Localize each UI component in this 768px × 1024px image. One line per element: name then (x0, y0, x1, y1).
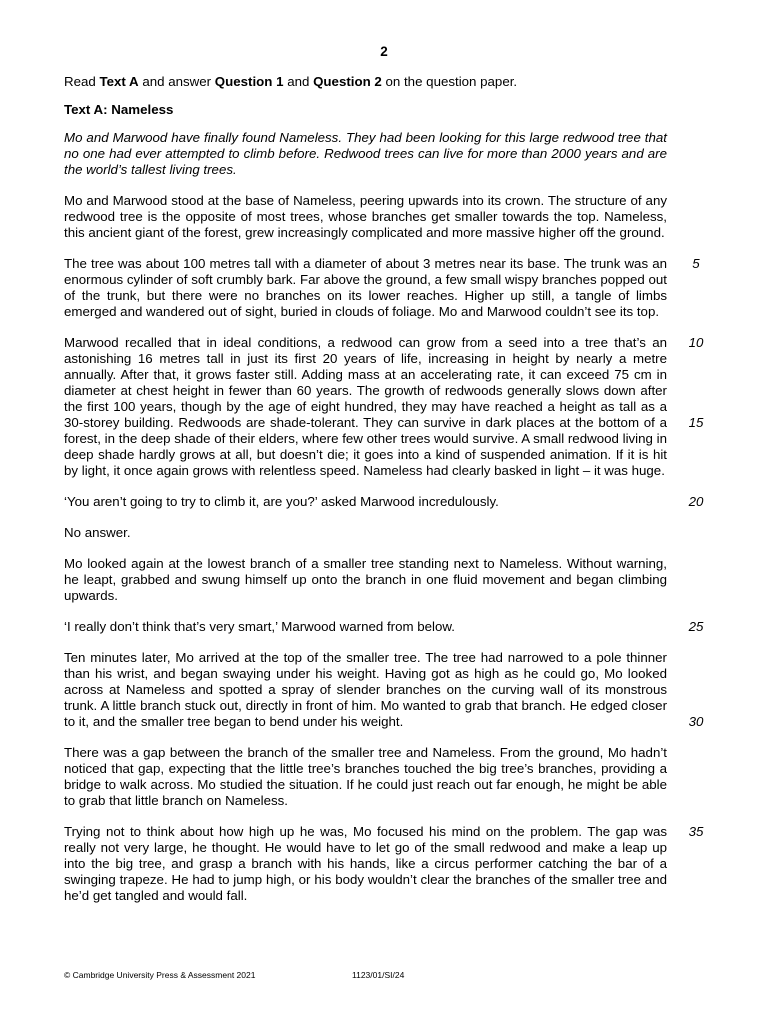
line-number: 10 (688, 335, 704, 350)
paragraph-1: Mo and Marwood stood at the base of Nameless, peering upwards into its crown. The structure of any redwood tree is the opposite of most trees, whose branches get smaller towards the top. Nameless, this ancient giant of the forest, grew increasingly complicated and more massive higher off the ground. (64, 193, 667, 240)
instruction (64, 74, 667, 90)
line-number: 25 (688, 619, 704, 634)
paragraph-4: ‘You aren’t going to try to climb it, are you?’ asked Marwood incredulously. (64, 494, 499, 509)
paragraph-8: Ten minutes later, Mo arrived at the top of the smaller tree. The tree had narrowed to a pole thinner than his wrist, and began swaying under his weight. Having got as high as he could go, Mo looked across at Nameless and spotted a spray of slender branches on the curving wall of its monstrous trunk. A little branch stuck out, directly in front of him. Mo wanted to grab that branch. He edged closer to it, and the smaller tree began to bend under his weight. (64, 650, 667, 729)
paragraph-2: The tree was about 100 metres tall with a diameter of about 3 metres near its base. The trunk was an enormous cylinder of soft crumbly bark. Far above the ground, a few small wispy branches popped out of the trunk, but there were no branches on its lower reaches. Higher up still, a tangle of limbs emerged and wandered out of sight, buried in clouds of foliage. Mo and Marwood couldn’t see its top. (64, 256, 667, 319)
instruction-text: and answer (138, 74, 215, 89)
instruction-text: on the question paper. (381, 74, 518, 89)
paragraph-7-block (64, 619, 704, 635)
line-number: 5 (692, 256, 700, 271)
paragraph-9: There was a gap between the branch of the smaller tree and Nameless. From the ground, Mo hadn’t noticed that gap, expecting that the little tree’s branches touched the big tree’s branches, providing a bridge to walk across. Mo studied the situation. If he could just reach out far enough, he might be able to grab that little branch on Nameless. (64, 745, 667, 808)
text-title: Text A: Nameless (64, 102, 174, 117)
paragraph-7: ‘I really don’t think that’s very smart,’ Marwood warned from below. (64, 619, 455, 634)
paragraph-3-block (64, 335, 704, 479)
paragraph-2-block (64, 256, 700, 320)
instruction-text: and (283, 74, 314, 89)
footer-copyright: © Cambridge University Press & Assessment 2021 (64, 970, 256, 980)
intro-paragraph: Mo and Marwood have finally found Nameless. They had been looking for this large redwood tree that no one had ever attempted to climb before. Redwood trees can live for more than 2000 years and are the world’s tallest living trees. (64, 130, 667, 177)
line-number: 15 (688, 415, 704, 430)
paragraph-8-block (64, 650, 704, 730)
line-number: 35 (688, 824, 704, 839)
line-number: 30 (688, 714, 704, 729)
line-number: 20 (688, 494, 704, 509)
instruction-text: Read (64, 74, 100, 89)
paragraph-3: Marwood recalled that in ideal conditions, a redwood can grow from a seed into a tree that’s an astonishing 16 metres tall in just its first 20 years of life, increasing in height by nearly a metre annually. After that, it grows faster still. Adding mass at an accelerating rate, it can exceed 75 cm in diameter at chest height in fewer than 60 years. The growth of redwoods generally slows down after the first 100 years, though by the age of eight hundred, they may have reached a height as tall as a 30-storey building. Redwoods are shade-tolerant. They can survive in dark places at the bottom of a forest, in the deep shade of their elders, where few other trees would survive. A small redwood living in deep shade hardly grows at all, but doesn’t die; it goes into a kind of suspended animation. If it is hit by light, it once again grows with relentless speed. Nameless had clearly basked in light – it was huge. (64, 335, 667, 478)
paragraph-6: Mo looked again at the lowest branch of a smaller tree standing next to Nameless. Without warning, he leapt, grabbed and swung himself up onto the branch in one fluid movement and began climbing upwards. (64, 556, 667, 603)
paragraph-10-block (64, 824, 704, 904)
instruction-question-2: Question 2 (313, 74, 382, 89)
paragraph-4-block (64, 494, 704, 510)
instruction-text-ref: Text A (99, 74, 139, 89)
instruction-question-1: Question 1 (214, 74, 284, 89)
document-body (64, 74, 704, 919)
footer-code: 1123/01/SI/24 (352, 970, 405, 980)
page-number: 2 (380, 44, 388, 59)
paragraph-10: Trying not to think about how high up he was, Mo focused his mind on the problem. The gap was really not very large, he thought. He would have to let go of the small redwood and make a leap up into the big tree, and grasp a branch with his hands, like a circus performer catching the bar of a swinging trapeze. He had to jump high, or his body wouldn’t clear the branches of the smaller tree and he’d get tangled and would fall. (64, 824, 667, 903)
paragraph-5: No answer. (64, 525, 131, 540)
